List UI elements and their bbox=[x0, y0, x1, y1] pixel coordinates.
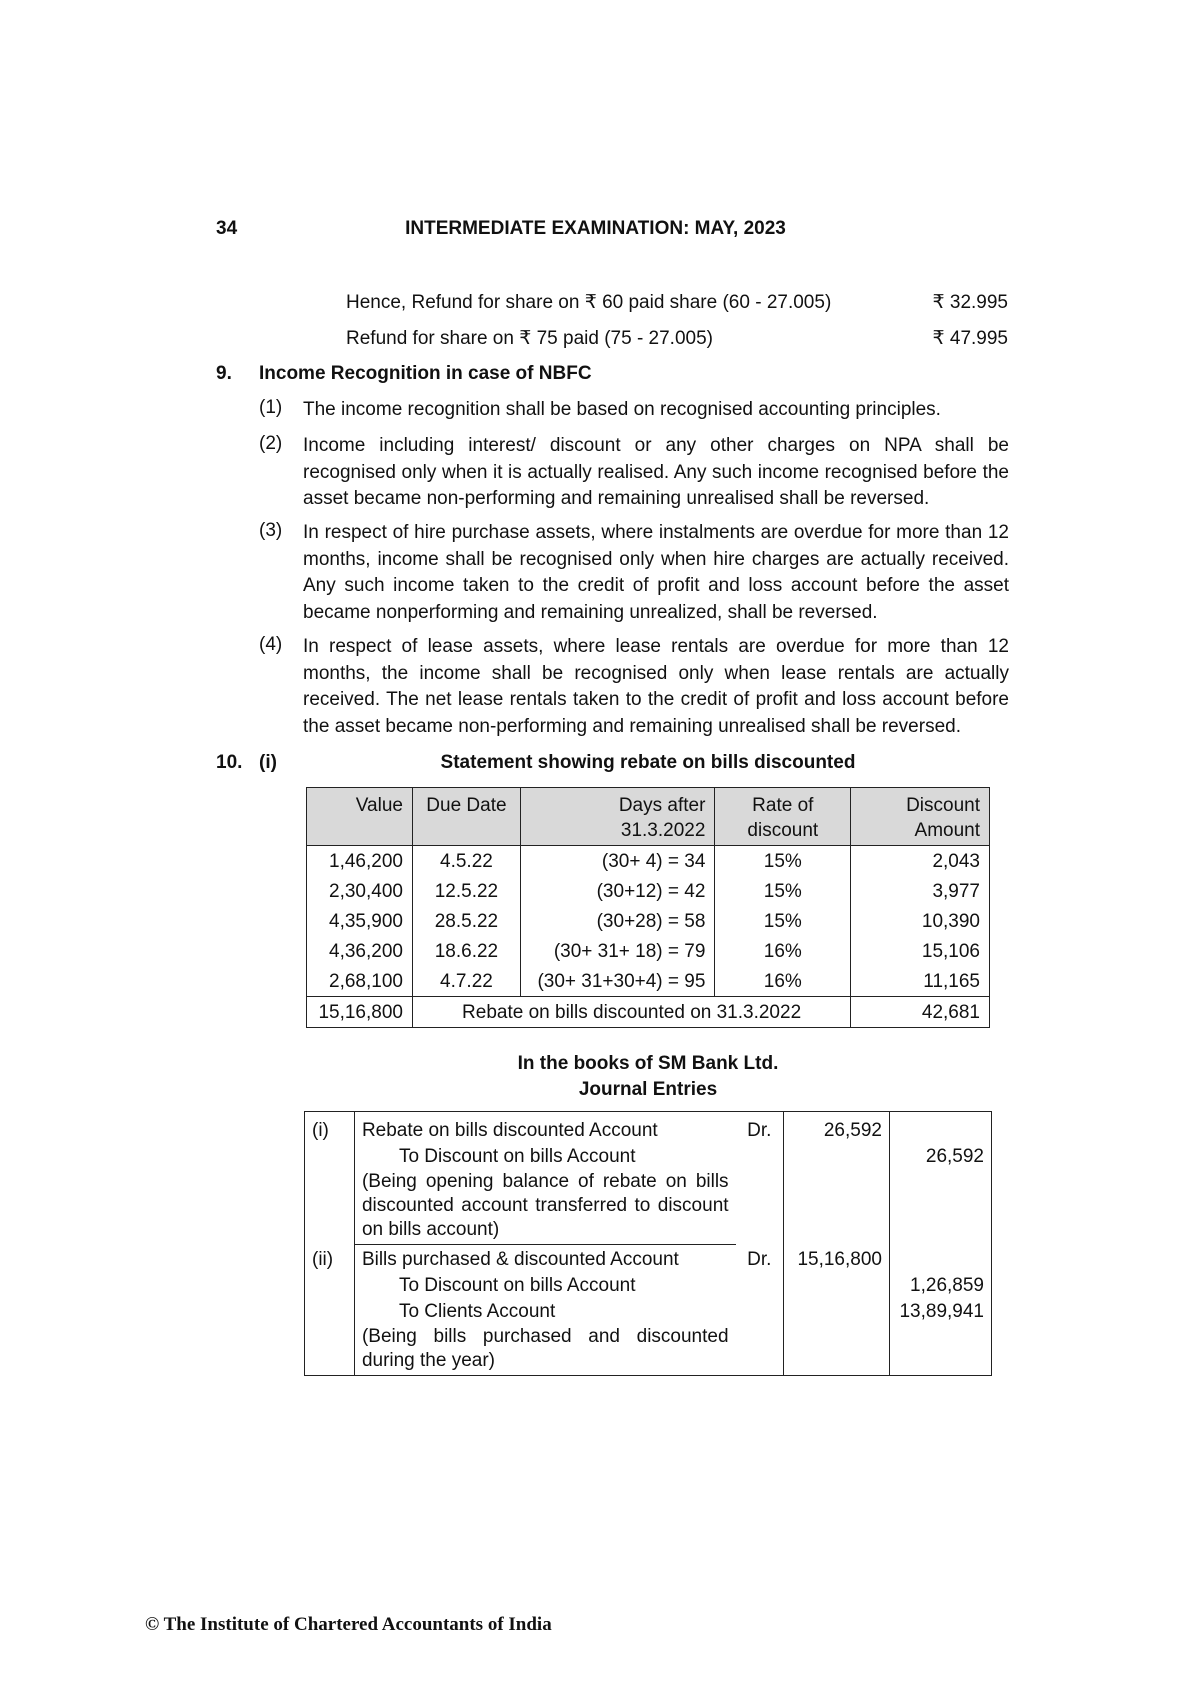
cell-due-date: 18.6.22 bbox=[412, 936, 520, 966]
item-number: (1) bbox=[259, 397, 283, 418]
dr-label: Dr. bbox=[736, 1112, 784, 1145]
cell-value: 2,68,100 bbox=[307, 966, 413, 997]
cell-amount: 11,165 bbox=[851, 966, 990, 997]
journal-debit-account: Bills purchased & discounted Account bbox=[361, 1249, 679, 1270]
cell-value: 4,35,900 bbox=[307, 906, 413, 936]
cell-days: (30+28) = 58 bbox=[520, 906, 715, 936]
table-total-row bbox=[307, 997, 990, 1028]
table-row bbox=[307, 966, 990, 997]
journal-credit-account: To Discount on bills Account bbox=[398, 1146, 636, 1167]
credit-amount-empty bbox=[889, 1112, 991, 1145]
journal-credit-account: To Clients Account bbox=[398, 1301, 556, 1322]
journal-heading-bank: In the books of SM Bank Ltd. bbox=[517, 1053, 779, 1074]
item-number: (2) bbox=[259, 433, 283, 454]
entry-number: (ii) bbox=[305, 1245, 355, 1376]
debit-amount: 26,592 bbox=[784, 1112, 890, 1145]
table-row bbox=[307, 906, 990, 936]
journal-row bbox=[305, 1299, 992, 1325]
cell-days: (30+12) = 42 bbox=[520, 876, 715, 906]
refund-line-text: Refund for share on ₹ 75 paid (75 - 27.005) bbox=[346, 328, 713, 349]
cell-due-date: 4.5.22 bbox=[412, 846, 520, 877]
dr-label: Dr. bbox=[747, 1248, 772, 1270]
cell-days: (30+ 31+30+4) = 95 bbox=[520, 966, 715, 997]
cell-rate: 16% bbox=[715, 966, 851, 997]
rebate-table-title: Statement showing rebate on bills discounted bbox=[440, 752, 856, 773]
item-text: In respect of lease assets, where lease rentals are overdue for more than 12 months, the income shall be recognised only when lease rentals are actually received. The net lease rentals taken to the credit of profit and loss account before the asset became non-performing and remaining unrealised shall be reversed. bbox=[303, 636, 1009, 737]
total-amount: 42,681 bbox=[851, 997, 990, 1028]
journal-row bbox=[305, 1325, 992, 1376]
refund-line-75 bbox=[346, 327, 1008, 350]
col-header-rate: Rate of discount bbox=[715, 788, 851, 846]
cell-value: 2,30,400 bbox=[307, 876, 413, 906]
cell-amount: 10,390 bbox=[851, 906, 990, 936]
col-header-value: Value bbox=[307, 788, 413, 846]
journal-row bbox=[305, 1273, 992, 1299]
cell-rate: 16% bbox=[715, 936, 851, 966]
table-row bbox=[307, 846, 990, 877]
cell-due-date: 12.5.22 bbox=[412, 876, 520, 906]
refund-line-60 bbox=[346, 291, 1008, 314]
journal-heading-title: Journal Entries bbox=[578, 1079, 718, 1100]
cell-due-date: 4.7.22 bbox=[412, 966, 520, 997]
cell-rate: 15% bbox=[715, 876, 851, 906]
rebate-table bbox=[306, 787, 990, 1028]
cell-amount: 3,977 bbox=[851, 876, 990, 906]
journal-row bbox=[305, 1170, 992, 1245]
cell-value: 1,46,200 bbox=[307, 846, 413, 877]
cell-rate: 15% bbox=[715, 906, 851, 936]
debit-amount: 15,16,800 bbox=[784, 1245, 890, 1274]
col-header-due-date: Due Date bbox=[412, 788, 520, 846]
section-9-number: 9. bbox=[216, 363, 232, 384]
cell-due-date: 28.5.22 bbox=[412, 906, 520, 936]
cell-days: (30+ 31+ 18) = 79 bbox=[520, 936, 715, 966]
total-label: Rebate on bills discounted on 31.3.2022 bbox=[412, 997, 850, 1028]
credit-amount: 13,89,941 bbox=[889, 1299, 991, 1325]
credit-amount: 1,26,859 bbox=[889, 1273, 991, 1299]
journal-narration: (Being bills purchased and discounted during the year) bbox=[354, 1325, 735, 1376]
item-text: The income recognition shall be based on recognised accounting principles. bbox=[303, 399, 941, 420]
section-9-title: Income Recognition in case of NBFC bbox=[259, 363, 592, 384]
item-number: (3) bbox=[259, 520, 283, 541]
cell-amount: 15,106 bbox=[851, 936, 990, 966]
item-number: (4) bbox=[259, 634, 283, 655]
journal-debit-account: Rebate on bills discounted Account bbox=[354, 1112, 735, 1145]
section-9-item-3 bbox=[259, 520, 1009, 626]
journal-narration: (Being opening balance of rebate on bills discounted account transferred to discount on bills account) bbox=[354, 1170, 735, 1245]
col-header-days: Days after 31.3.2022 bbox=[520, 788, 715, 846]
section-9-item-1 bbox=[259, 397, 1009, 424]
refund-line-amount: ₹ 47.995 bbox=[932, 328, 1008, 349]
journal-table bbox=[304, 1111, 992, 1376]
section-9-item-4 bbox=[259, 634, 1009, 740]
credit-amount: 26,592 bbox=[889, 1144, 991, 1170]
refund-line-amount: ₹ 32.995 bbox=[932, 292, 1008, 313]
journal-row bbox=[305, 1144, 992, 1170]
cell-days: (30+ 4) = 34 bbox=[520, 846, 715, 877]
entry-number: (i) bbox=[305, 1112, 355, 1245]
section-9-item-2 bbox=[259, 433, 1009, 513]
cell-rate: 15% bbox=[715, 846, 851, 877]
page-number: 34 bbox=[216, 218, 238, 239]
item-text: Income including interest/ discount or any other charges on NPA shall be recognised only when it is actually realised. Any such income recognised before the asset became non-performing and remaining unrealised shall be reversed. bbox=[303, 435, 1009, 509]
section-10-sub: (i) bbox=[259, 752, 277, 773]
rebate-table-header bbox=[307, 788, 990, 846]
page-header-title: INTERMEDIATE EXAMINATION: MAY, 2023 bbox=[405, 218, 786, 239]
journal-credit-account: To Discount on bills Account bbox=[398, 1275, 636, 1296]
item-text: In respect of hire purchase assets, where instalments are overdue for more than 12 months, income shall be recognised only when hire charges are actually received. Any such income taken to the credit of profit and loss account before the asset became nonperforming and remaining unrealized, shall be reversed. bbox=[303, 522, 1009, 623]
journal-row bbox=[305, 1112, 992, 1145]
table-row bbox=[307, 876, 990, 906]
total-value: 15,16,800 bbox=[307, 997, 413, 1028]
journal-row bbox=[305, 1245, 992, 1274]
col-header-discount: Discount Amount bbox=[851, 788, 990, 846]
table-row bbox=[307, 936, 990, 966]
section-10-number: 10. bbox=[216, 752, 243, 773]
cell-amount: 2,043 bbox=[851, 846, 990, 877]
cell-value: 4,36,200 bbox=[307, 936, 413, 966]
refund-line-text: Hence, Refund for share on ₹ 60 paid share (60 - 27.005) bbox=[346, 292, 832, 313]
copyright-footer: © The Institute of Chartered Accountants of India bbox=[145, 1614, 552, 1635]
